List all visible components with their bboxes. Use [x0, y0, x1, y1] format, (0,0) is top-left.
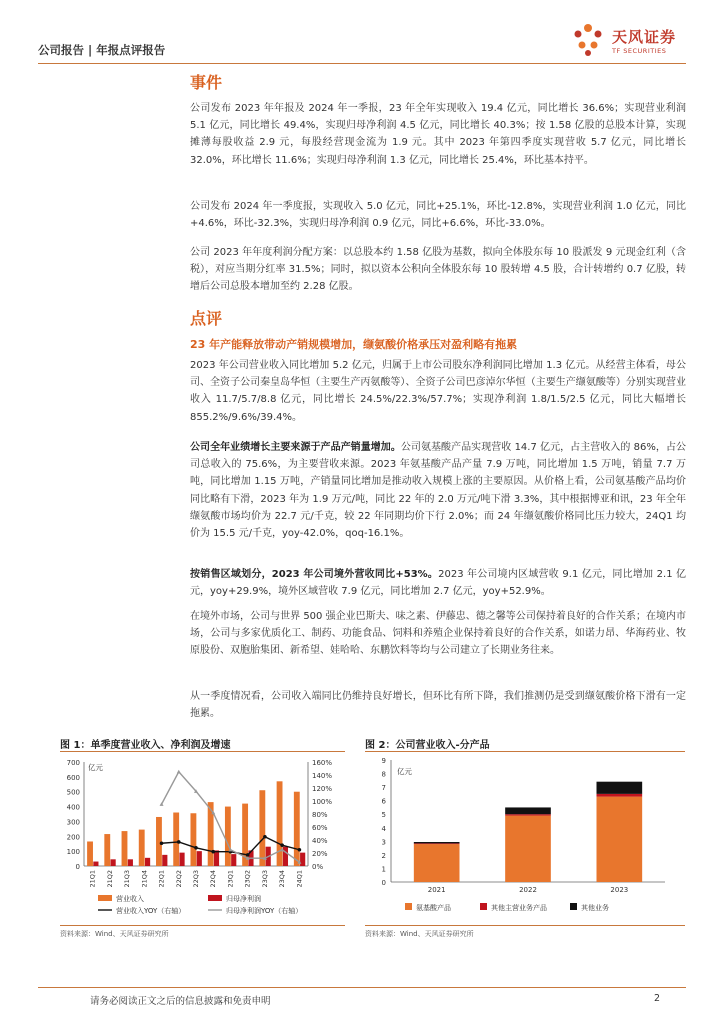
- net-profit-bar: [145, 858, 150, 866]
- other-business-bar: [505, 807, 551, 814]
- revenue-yoy-point: [263, 835, 267, 839]
- review-paragraph-1: 2023 年公司营业收入同比增加 5.2 亿元，归属于上市公司股东净利润同比增加 1.3 亿元。从经营主体看，母公司、全资子公司秦皇岛华恒（主要生产丙氨酸等）、全资子公司巴彦淖尔华恒（主要生产缬氨酸等）分别实现营业收入 11.7/5.7/8.8 亿元，同比增长 24.5%/22.3%/57.7%；实现净利润 1.8/1.5/2.5 亿元，同比大幅增长 855.2%/9.6%/39.4%。: [190, 360, 686, 423]
- report-type-label: 公司报告 | 年报点评报告: [38, 43, 166, 57]
- y-tick-label: 9: [381, 757, 386, 765]
- y-tick-label: 500: [66, 788, 80, 797]
- y-axis-unit: 亿元: [88, 763, 103, 772]
- profit-yoy-point: [177, 770, 181, 774]
- other-main-bar: [597, 794, 643, 797]
- y-tick-label: 1: [381, 865, 386, 874]
- review-paragraph-3: [190, 566, 686, 600]
- figure-2-source: 资料来源：Wind、天风证券研究所: [365, 930, 474, 938]
- revenue-bar: [294, 792, 300, 866]
- x-tick-label: 22Q1: [157, 870, 166, 888]
- legend-label: 归母净利润YOY（右轴）: [226, 907, 303, 915]
- revenue-bar: [139, 830, 145, 866]
- y-tick-label: 600: [66, 773, 80, 782]
- y-tick-label: 400: [66, 803, 80, 812]
- review-paragraph-4: 在境外市场，公司与世界 500 强企业巴斯夫、味之素、伊藤忠、德之馨等公司保持着良好的合作关系；在境内市场，公司与多家优质化工、制药、功能食品、饲料和养殖企业保持着良好的合作关系，如诺力昂、华海药业、牧原股份、双胞胎集团、新希望、娃哈哈、东鹏饮料等均与公司建立了长期业务往来。: [190, 611, 686, 657]
- event-paragraph-1: 公司发布 2023 年年报及 2024 年一季报，23 年全年实现收入 19.4 亿元，同比增长 36.6%；实现营业利润 5.1 亿元，同比增长 49.4%，实现归母净利润 4.5 亿元，同比增长 40.3%；按 1.58 亿股的总股本计算，实现摊薄每股收益 2.9 元，每股经营现金流为 1.9 元。其中 2023 年第四季度实现营收 5.7 亿元，同比增长 32.0%，环比增长 11.6%；实现归母净利润 1.3 亿元，同比增长 25.4%，环比基本持平。: [190, 103, 686, 166]
- review-paragraph-2-lead: 公司全年业绩增长主要来源于产品产销量增加。: [190, 442, 401, 453]
- event-paragraph-2: 公司发布 2024 年一季度报，实现收入 5.0 亿元，同比+25.1%，环比-12.8%，实现营业利润 1.0 亿元，同比+4.6%，环比-32.3%，实现归母净利润 0.9 亿元，同比+6.6%，环比-33.0%。: [190, 201, 686, 230]
- revenue-bar: [190, 813, 196, 866]
- legend-label: 氨基酸产品: [416, 904, 451, 912]
- amino-acid-bar: [597, 797, 643, 882]
- figure-2-chart: [365, 752, 685, 922]
- y2-tick-label: 0%: [312, 863, 324, 871]
- y-tick-label: 2: [381, 851, 386, 860]
- y-tick-label: 100: [66, 848, 80, 857]
- x-tick-label: 23Q2: [243, 870, 252, 888]
- legend-swatch: [98, 895, 112, 901]
- footer-disclaimer: 请务必阅读正文之后的信息披露和免责申明: [90, 996, 271, 1007]
- y-tick-label: 200: [66, 833, 80, 842]
- revenue-yoy-point: [280, 843, 284, 847]
- logo-name-en: TF SECURITIES: [612, 47, 667, 55]
- revenue-yoy-point: [298, 848, 302, 852]
- page-number: 2: [654, 993, 661, 1004]
- event-paragraph-3: 公司 2023 年年度利润分配方案：以总股本约 1.58 亿股为基数，拟向全体股东每 10 股派发 9 元现金红利（含税），对应当期分红率 31.5%；同时，拟以资本公积向全体股东每 10 股转增 4.5 股，合计转增约 0.7 亿股，转增后公司总股本增加至约 2.28 亿股。: [190, 247, 686, 293]
- revenue-bar: [225, 807, 231, 866]
- y2-tick-label: 40%: [312, 837, 328, 845]
- x-tick-label: 23Q4: [278, 870, 287, 888]
- legend-label: 营业收入YOY（右轴）: [116, 907, 186, 915]
- amino-acid-bar: [414, 844, 460, 882]
- x-tick-label: 21Q2: [105, 870, 114, 888]
- x-tick-label: 2023: [610, 886, 629, 894]
- review-paragraph-3-lead: 按销售区域划分，2023 年公司境外营收同比+53%。: [190, 569, 439, 580]
- other-main-bar: [505, 814, 551, 815]
- other-main-bar: [414, 843, 460, 844]
- revenue-bar: [122, 831, 128, 866]
- x-tick-label: 22Q2: [174, 870, 183, 888]
- net-profit-bar: [179, 853, 184, 866]
- y2-tick-label: 60%: [312, 824, 328, 832]
- legend-swatch: [480, 903, 487, 910]
- y-tick-label: 8: [381, 770, 386, 779]
- y-tick-label: 6: [381, 797, 386, 806]
- y-tick-label: 0: [75, 863, 80, 871]
- legend-label: 其他主营业务产品: [491, 904, 547, 912]
- company-logo: [568, 22, 688, 62]
- figure-1-chart: [58, 752, 348, 922]
- x-tick-label: 22Q4: [209, 870, 218, 888]
- net-profit-bar: [93, 862, 98, 866]
- net-profit-bar: [283, 847, 288, 866]
- other-business-bar: [597, 782, 643, 794]
- x-tick-label: 2021: [427, 886, 446, 894]
- review-paragraph-3-body: 2023 年公司境内区域营收 9.1 亿元，同比增加 2.1 亿元，yoy+29.9%，境外区域营收 7.9 亿元，同比增加 2.7 亿元，yoy+52.9%。: [190, 569, 686, 598]
- revenue-bar: [259, 790, 265, 866]
- revenue-bar: [104, 834, 110, 866]
- review-paragraph-2: [190, 439, 686, 542]
- review-subheading: 23 年产能释放带动产销规模增加，缬氨酸价格承压对盈利略有拖累: [190, 338, 518, 351]
- legend-swatch: [570, 903, 577, 910]
- revenue-bar: [277, 781, 283, 866]
- net-profit-bar: [162, 855, 167, 866]
- y2-tick-label: 20%: [312, 850, 328, 858]
- revenue-yoy-point: [211, 850, 215, 854]
- legend-swatch: [208, 895, 222, 901]
- x-tick-label: 22Q3: [192, 870, 200, 888]
- footer-divider: [38, 987, 686, 988]
- legend-label: 营业收入: [116, 895, 144, 903]
- y-tick-label: 3: [381, 838, 386, 847]
- legend-swatch: [405, 903, 412, 910]
- net-profit-bar: [111, 859, 116, 866]
- y-tick-label: 300: [66, 818, 80, 827]
- x-tick-label: 21Q4: [140, 870, 149, 888]
- revenue-yoy-point: [194, 846, 198, 850]
- other-business-bar: [414, 842, 460, 843]
- y2-tick-label: 140%: [312, 772, 333, 780]
- figure-1-title: 图 1：单季度营业收入、净利润及增速: [60, 740, 231, 751]
- revenue-yoy-point: [177, 840, 181, 844]
- net-profit-bar: [231, 854, 236, 866]
- y-tick-label: 0: [381, 879, 386, 887]
- net-profit-bar: [300, 853, 305, 866]
- y2-tick-label: 160%: [312, 759, 333, 767]
- header-divider: [38, 63, 686, 64]
- figure-2-title: 图 2：公司营业收入-分产品: [365, 740, 490, 751]
- revenue-yoy-point: [160, 841, 164, 845]
- net-profit-bar: [197, 851, 202, 866]
- y2-tick-label: 80%: [312, 811, 328, 819]
- section-title-review: 点评: [190, 309, 223, 328]
- y2-tick-label: 100%: [312, 798, 333, 806]
- revenue-bar: [87, 841, 93, 866]
- y-axis-unit: 亿元: [397, 767, 412, 776]
- x-tick-label: 2022: [519, 886, 537, 894]
- figure-1-source: 资料来源：Wind、天风证券研究所: [60, 930, 169, 938]
- section-title-event: 事件: [190, 73, 223, 92]
- logo-name: 天风证券: [612, 28, 677, 46]
- legend-label: 归母净利润: [226, 895, 261, 903]
- x-tick-label: 21Q3: [123, 870, 132, 888]
- x-tick-label: 23Q3: [260, 870, 269, 888]
- legend-label: 其他业务: [581, 904, 609, 912]
- logo-mark-icon: [568, 22, 608, 58]
- x-tick-label: 24Q1: [295, 870, 304, 888]
- review-paragraph-5: 从一季度情况看，公司收入端同比仍维持良好增长，但环比有所下降，我们推测仍是受到缬氨酸价格下滑有一定拖累。: [190, 691, 686, 720]
- figure-1-bottom-divider: [60, 925, 345, 926]
- amino-acid-bar: [505, 816, 551, 882]
- y-tick-label: 5: [381, 811, 386, 820]
- revenue-bar: [156, 817, 162, 866]
- x-tick-label: 23Q1: [226, 870, 235, 888]
- y-tick-label: 4: [381, 824, 386, 833]
- y2-tick-label: 120%: [312, 785, 333, 793]
- review-paragraph-2-body: 公司氨基酸产品实现营收 14.7 亿元，占主营收入的 86%，占公司总收入的 75.6%，为主要营收来源。2023 年氨基酸产品产量 7.9 万吨，同比增加 1.5 万吨，销量 7.7 万吨，同比增加 1.15 万吨，产销量同比增加是推动收入规模上涨的主要原因。从价格上看，公司氨基酸产品均价同比略有下滑，2023 年为 1.9 万元/吨，同比 22 年的 2.0 万元/吨下滑 3.3%，其中根据博亚和讯，23 年全年缬氨酸市场均价为 22.7 元/千克，较 22 年同期均价下行 2.0%；而 24 年缬氨酸价格同比压力较大，24Q1 均价为 15.5 元/千克，yoy-42.0%，qoq-16.1%。: [190, 442, 687, 540]
- revenue-bar: [173, 813, 179, 866]
- y-tick-label: 700: [66, 759, 80, 767]
- x-tick-label: 21Q1: [88, 870, 97, 888]
- y-tick-label: 7: [381, 784, 386, 793]
- figure-2-bottom-divider: [365, 925, 685, 926]
- net-profit-bar: [128, 859, 133, 866]
